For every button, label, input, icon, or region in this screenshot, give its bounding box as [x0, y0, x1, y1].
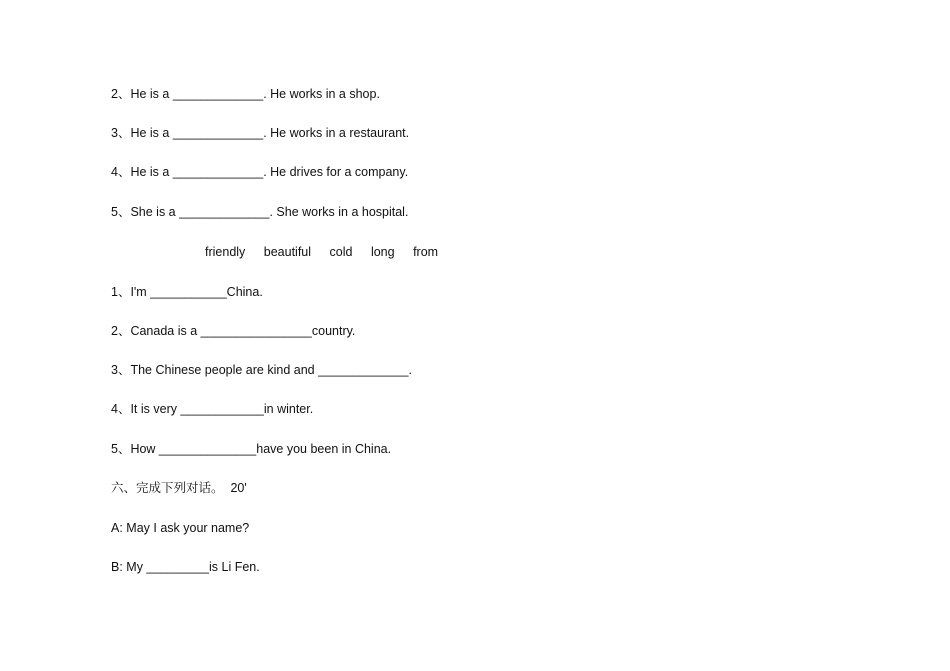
word-bank-item: long — [370, 245, 395, 259]
word-bank — [205, 244, 453, 260]
question-a-5: 5、She is a _____________. She works in a hospital. — [111, 205, 409, 219]
word-bank-item: from — [413, 245, 439, 259]
question-a-2: 2、He is a _____________. He works in a shop. — [111, 87, 380, 101]
question-a-4: 4、He is a _____________. He drives for a company. — [111, 165, 409, 179]
word-bank-item: beautiful — [263, 245, 312, 259]
question-b-4: 4、It is very ____________in winter. — [111, 402, 314, 416]
word-bank-item: cold — [329, 245, 353, 259]
dialogue-line-a: A: May I ask your name? — [111, 521, 250, 535]
question-b-1: 1、I'm ___________China. — [111, 285, 263, 299]
question-a-3: 3、He is a _____________. He works in a restaurant. — [111, 126, 410, 140]
section-six-heading: 六、完成下列对话。 20' — [111, 481, 247, 495]
word-bank-item: friendly — [205, 245, 246, 259]
question-b-3: 3、The Chinese people are kind and _____________. — [111, 363, 412, 377]
question-b-2: 2、Canada is a ________________country. — [111, 324, 356, 338]
question-b-5: 5、How ______________have you been in China. — [111, 442, 392, 456]
dialogue-line-b: B: My _________is Li Fen. — [111, 560, 260, 574]
